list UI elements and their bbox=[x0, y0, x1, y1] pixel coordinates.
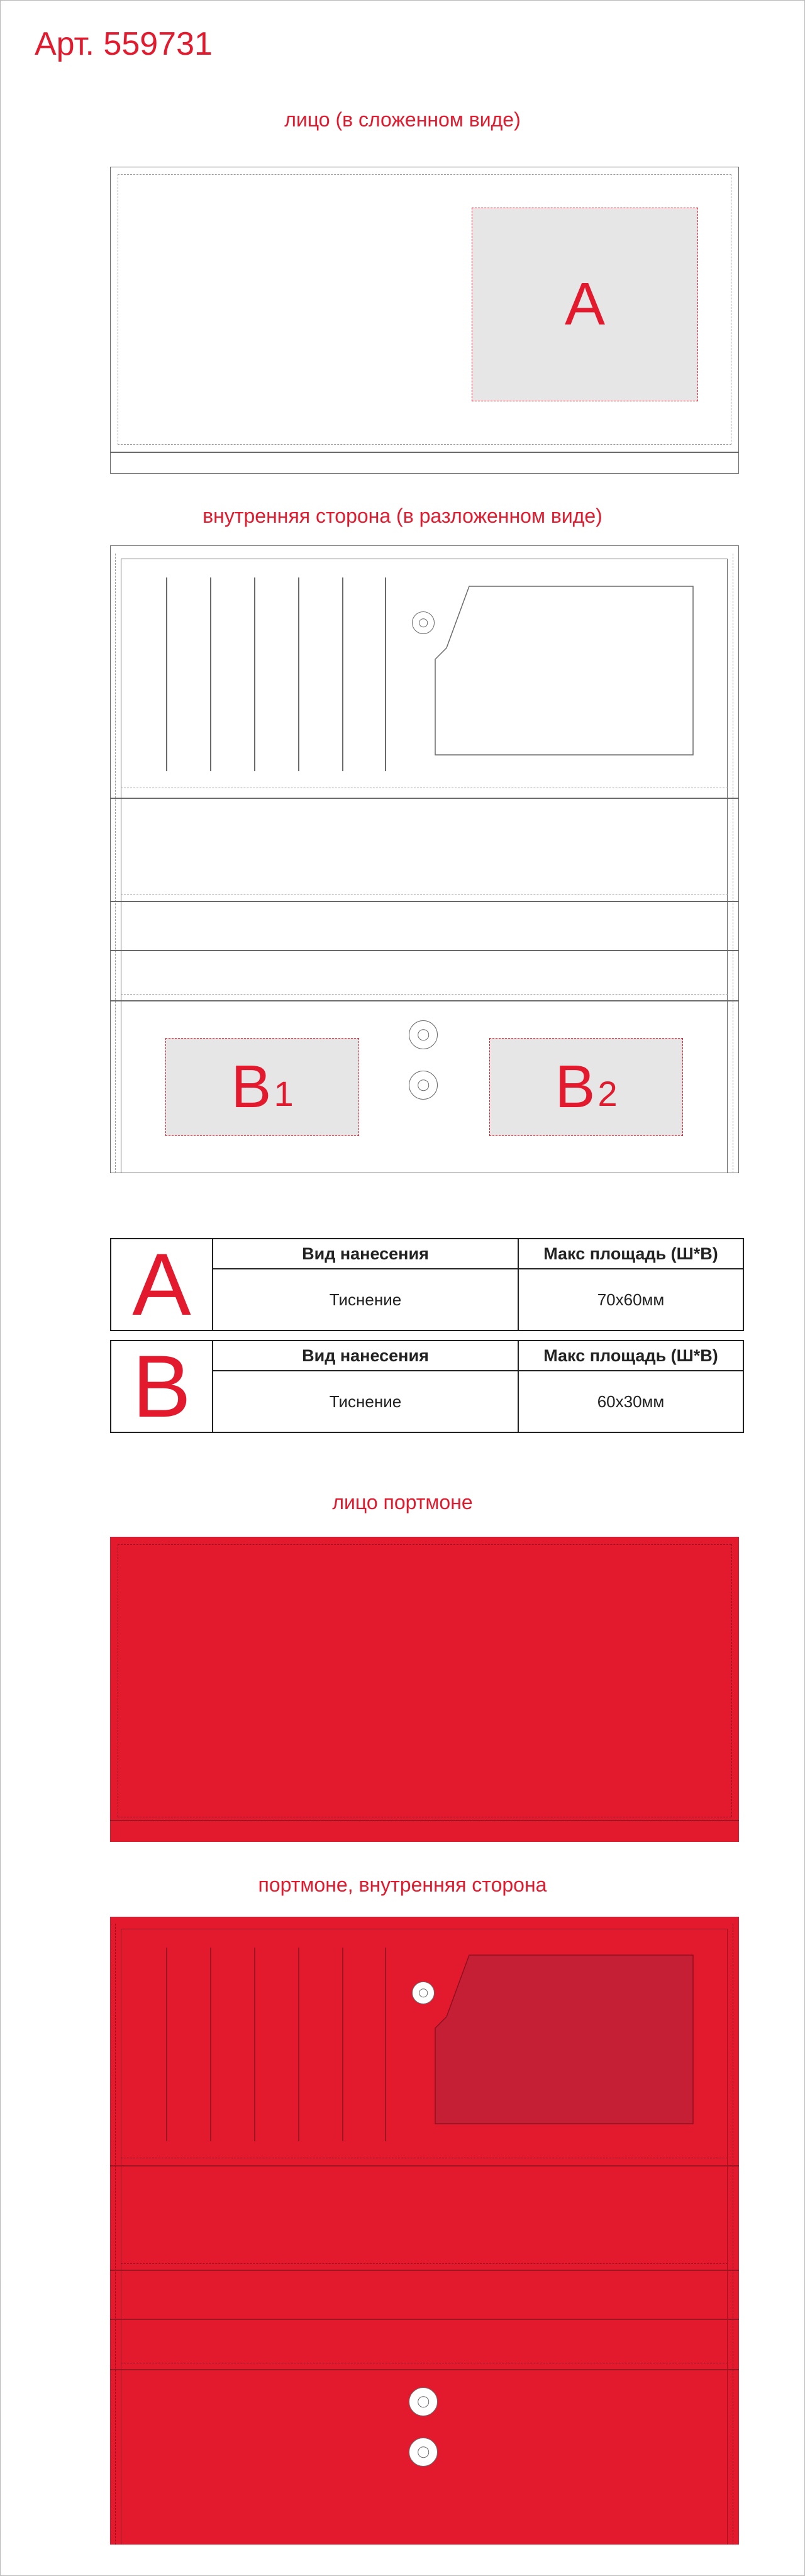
card-slot-line bbox=[385, 1948, 386, 2141]
method-value: Тиснение bbox=[213, 1371, 518, 1432]
zone-b1-index: 1 bbox=[274, 1073, 294, 1113]
caption-front-folded: лицо (в сложенном виде) bbox=[284, 108, 521, 131]
stitch-line bbox=[121, 994, 728, 995]
card-slot-line bbox=[166, 577, 167, 771]
caption-inside-unfolded: внутренняя сторона (в разложенном виде) bbox=[203, 505, 602, 527]
area-header: Макс площадь (Ш*В) bbox=[518, 1239, 743, 1269]
id-window bbox=[434, 585, 694, 756]
card-slot-line bbox=[342, 577, 343, 771]
card-slot-line bbox=[210, 577, 211, 771]
card-slot-line bbox=[298, 1948, 299, 2141]
card-slot-line bbox=[298, 577, 299, 771]
zone-b2-letter: B bbox=[555, 1053, 596, 1120]
method-value: Тиснение bbox=[213, 1269, 518, 1330]
card-slot-line bbox=[254, 577, 255, 771]
pocket-line bbox=[110, 1000, 739, 1001]
zone-b1-letter: B bbox=[231, 1053, 272, 1120]
spec-table-a bbox=[110, 1235, 744, 1334]
snap-button bbox=[412, 611, 435, 634]
caption-front-product: лицо портмоне bbox=[332, 1491, 473, 1514]
stitch-left bbox=[115, 554, 116, 1173]
pocket-line bbox=[110, 950, 739, 951]
spec-table-b bbox=[110, 1337, 744, 1436]
area-header: Макс площадь (Ш*В) bbox=[518, 1341, 743, 1371]
fold-line bbox=[110, 1820, 739, 1821]
spec-letter: B bbox=[111, 1341, 213, 1432]
zone-b2-index: 2 bbox=[597, 1073, 618, 1113]
card-slot-line bbox=[385, 577, 386, 771]
method-header: Вид нанесения bbox=[213, 1341, 518, 1371]
pocket-line bbox=[110, 2270, 739, 2271]
spec-letter: A bbox=[111, 1239, 213, 1330]
id-window bbox=[434, 1954, 694, 2125]
snap-button bbox=[412, 1982, 435, 2004]
snap-button bbox=[409, 1020, 438, 1049]
card-slot-line bbox=[210, 1948, 211, 2141]
article-number: Арт. 559731 bbox=[35, 26, 213, 62]
snap-button bbox=[409, 2387, 438, 2416]
area-value: 70х60мм bbox=[518, 1269, 743, 1330]
pocket-line bbox=[110, 901, 739, 902]
print-zone-a bbox=[472, 208, 698, 401]
zone-a-letter: A bbox=[564, 270, 606, 338]
snap-button bbox=[409, 1071, 438, 1100]
pocket-line bbox=[110, 2319, 739, 2320]
snap-button bbox=[409, 2438, 438, 2467]
caption-inside-product: портмоне, внутренняя сторона bbox=[258, 1873, 547, 1896]
stitch-line bbox=[118, 1544, 731, 1545]
method-header: Вид нанесения bbox=[213, 1239, 518, 1269]
stitch-line bbox=[731, 1544, 732, 1817]
card-slot-line bbox=[342, 1948, 343, 2141]
area-value: 60х30мм bbox=[518, 1371, 743, 1432]
fold-line bbox=[110, 2165, 739, 2166]
pocket-line bbox=[110, 2369, 739, 2370]
card-slot-line bbox=[166, 1948, 167, 2141]
print-zone-b2 bbox=[489, 1038, 683, 1136]
fold-line bbox=[110, 452, 739, 453]
wallet-front-red bbox=[110, 1537, 739, 1842]
fold-line bbox=[110, 798, 739, 799]
stitch-line bbox=[121, 2263, 728, 2264]
card-slot-line bbox=[254, 1948, 255, 2141]
stitch-left bbox=[115, 1924, 116, 2545]
print-zone-b1 bbox=[165, 1038, 359, 1136]
